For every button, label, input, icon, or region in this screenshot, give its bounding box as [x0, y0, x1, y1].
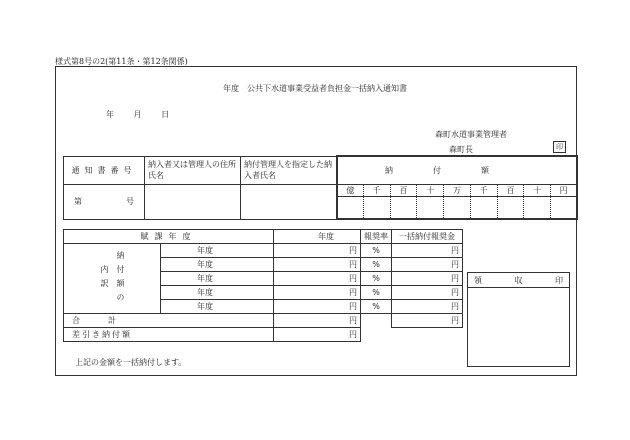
digit-en: 円 — [551, 185, 576, 197]
digit-hyaku-man: 百 — [390, 185, 417, 197]
digit-sen: 千 — [470, 185, 497, 197]
header-amount: 納付額 — [337, 156, 577, 184]
row-yen: 円 — [274, 286, 361, 300]
row-lump: 円 — [392, 272, 463, 286]
row-year-label: 年度 — [161, 300, 274, 314]
date-month: 月 — [133, 110, 142, 119]
row-lump: 円 — [392, 244, 463, 258]
seal-box: 印 — [553, 141, 566, 153]
row-lump: 円 — [392, 300, 463, 314]
row-year-label: 年度 — [161, 258, 274, 272]
row-pct: % — [361, 300, 392, 314]
issuer-title: 森町長 — [449, 145, 473, 154]
header-notice-no: 通知書番号 — [64, 156, 145, 184]
lump-payment-note: 上記の金額を一括納付します。 — [75, 358, 187, 367]
row-yen: 円 — [274, 272, 361, 286]
total-yen: 円 — [274, 314, 361, 328]
net-payment-label: 差引き納付額 — [64, 328, 274, 342]
total-lump: 円 — [392, 314, 463, 328]
header-lump-reward: 一括納付報奨金 — [392, 230, 463, 244]
digit-sen-man: 千 — [363, 185, 390, 197]
header-payer: 納入者又は管理人の住所氏名 — [145, 156, 241, 184]
breakdown-table — [63, 229, 463, 342]
notice-table — [63, 155, 578, 220]
digit-juu: 十 — [524, 185, 551, 197]
receipt-char-1: 領 — [474, 276, 482, 285]
row-year-label: 年度 — [161, 272, 274, 286]
receipt-char-3: 印 — [555, 276, 563, 285]
header-agent: 納付管理人を指定した納入者氏名 — [241, 156, 338, 184]
issue-date — [106, 109, 186, 120]
payer-cell — [145, 184, 241, 219]
row-yen: 円 — [274, 300, 361, 314]
row-pct: % — [361, 272, 392, 286]
row-pct: % — [361, 244, 392, 258]
row-lump: 円 — [392, 258, 463, 272]
amount-digits — [337, 184, 577, 219]
header-year: 年度 — [274, 230, 361, 244]
date-day: 日 — [161, 110, 170, 119]
row-pct: % — [361, 286, 392, 300]
notice-no-prefix: 第 — [74, 197, 82, 206]
receipt-header — [468, 273, 569, 288]
date-year: 年 — [106, 110, 114, 119]
receipt-char-2: 収 — [514, 276, 523, 285]
header-rate: 報奨率 — [361, 230, 392, 244]
header-assessment-year: 賦課年度 — [64, 230, 274, 244]
issuer-name: 森町水道事業管理者 — [435, 130, 507, 139]
row-year-label: 年度 — [161, 244, 274, 258]
digit-hyaku: 百 — [497, 185, 524, 197]
breakdown-side-label: 納付額の内訳 — [64, 244, 161, 314]
digit-oku: 億 — [338, 185, 363, 197]
row-lump: 円 — [392, 286, 463, 300]
notice-no-suffix: 号 — [126, 197, 134, 206]
form-title: 年度 公共下水道事業受益者負担金一括納入通知書 — [223, 84, 407, 93]
digit-man: 万 — [444, 185, 471, 197]
receipt-box — [467, 272, 570, 367]
row-year-label: 年度 — [161, 286, 274, 300]
digit-juu-man: 十 — [417, 185, 444, 197]
row-yen: 円 — [274, 244, 361, 258]
agent-cell — [241, 184, 338, 219]
form-reference: 様式第8号の2(第11条・第12条関係) — [55, 57, 188, 66]
total-label: 合計 — [64, 314, 274, 328]
net-payment-yen: 円 — [274, 328, 361, 342]
notice-number-cell — [64, 184, 145, 219]
row-yen: 円 — [274, 258, 361, 272]
row-pct: % — [361, 258, 392, 272]
